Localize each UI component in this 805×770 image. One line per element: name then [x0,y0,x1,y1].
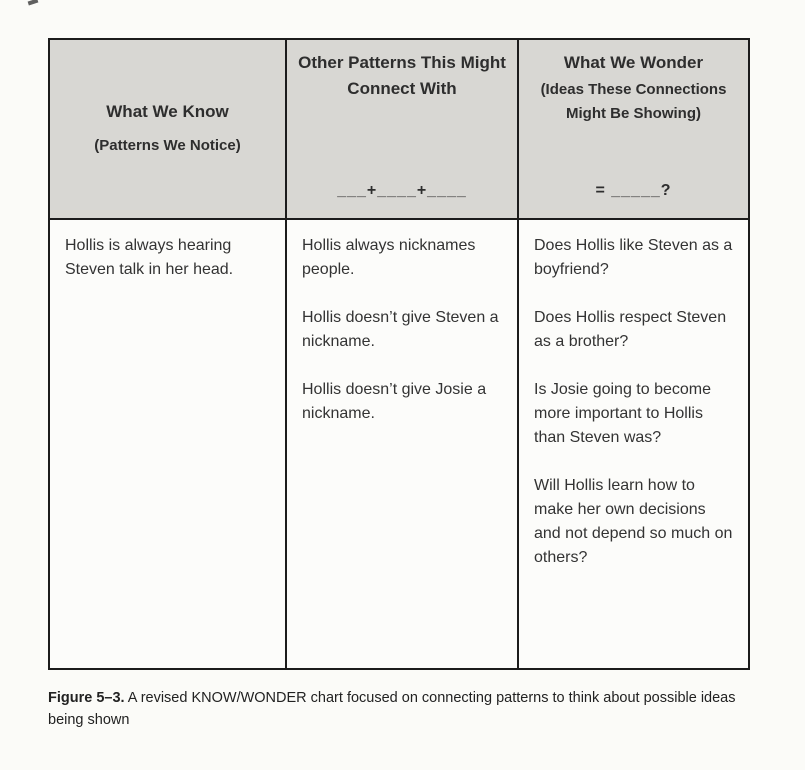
header-other-patterns-formula: ___+____+____ [337,182,467,199]
cell-other-patterns [286,219,518,669]
wonder-entry: Does Hollis like Steven as a boyfriend? [534,237,733,278]
cell-what-we-wonder [518,219,749,669]
header-what-we-know [49,39,286,219]
figure-caption-text: A revised KNOW/WONDER chart focused on connecting patterns to think about possible ideas being shown [48,690,736,728]
header-what-we-know-subtitle: (Patterns We Notice) [94,136,241,154]
header-what-we-know-title: What We Know [106,102,229,122]
scan-artifact [28,0,39,5]
wonder-entry: Does Hollis respect Steven as a brother? [534,309,727,350]
connect-entry: Hollis doesn’t give Steven a nickname. [302,309,499,350]
know-entry: Hollis is always hearing Steven talk in her head. [65,237,234,278]
header-what-we-wonder [518,39,749,219]
header-what-we-wonder-subtitle: (Ideas These Connections Might Be Showing) [540,81,727,122]
wonder-entry: Is Josie going to become more important to Hollis than Steven was? [534,381,711,446]
header-what-we-wonder-title: What We Wonder [563,53,704,72]
know-wonder-table [48,38,750,670]
connect-entry: Hollis doesn’t give Josie a nickname. [302,381,487,422]
wonder-entry: Will Hollis learn how to make her own decisions and not depend so much on others? [534,477,733,566]
cell-what-we-know [49,219,286,669]
connect-entry: Hollis always nicknames people. [302,237,476,278]
header-other-patterns-title: Other Patterns This Might Connect With [298,53,506,99]
table-header-row [49,39,749,219]
figure-caption [48,688,752,732]
table-body-row [49,219,749,669]
header-what-we-wonder-formula: = _____? [595,182,672,199]
header-other-patterns [286,39,518,219]
figure-caption-label: Figure 5–3. [48,690,125,706]
